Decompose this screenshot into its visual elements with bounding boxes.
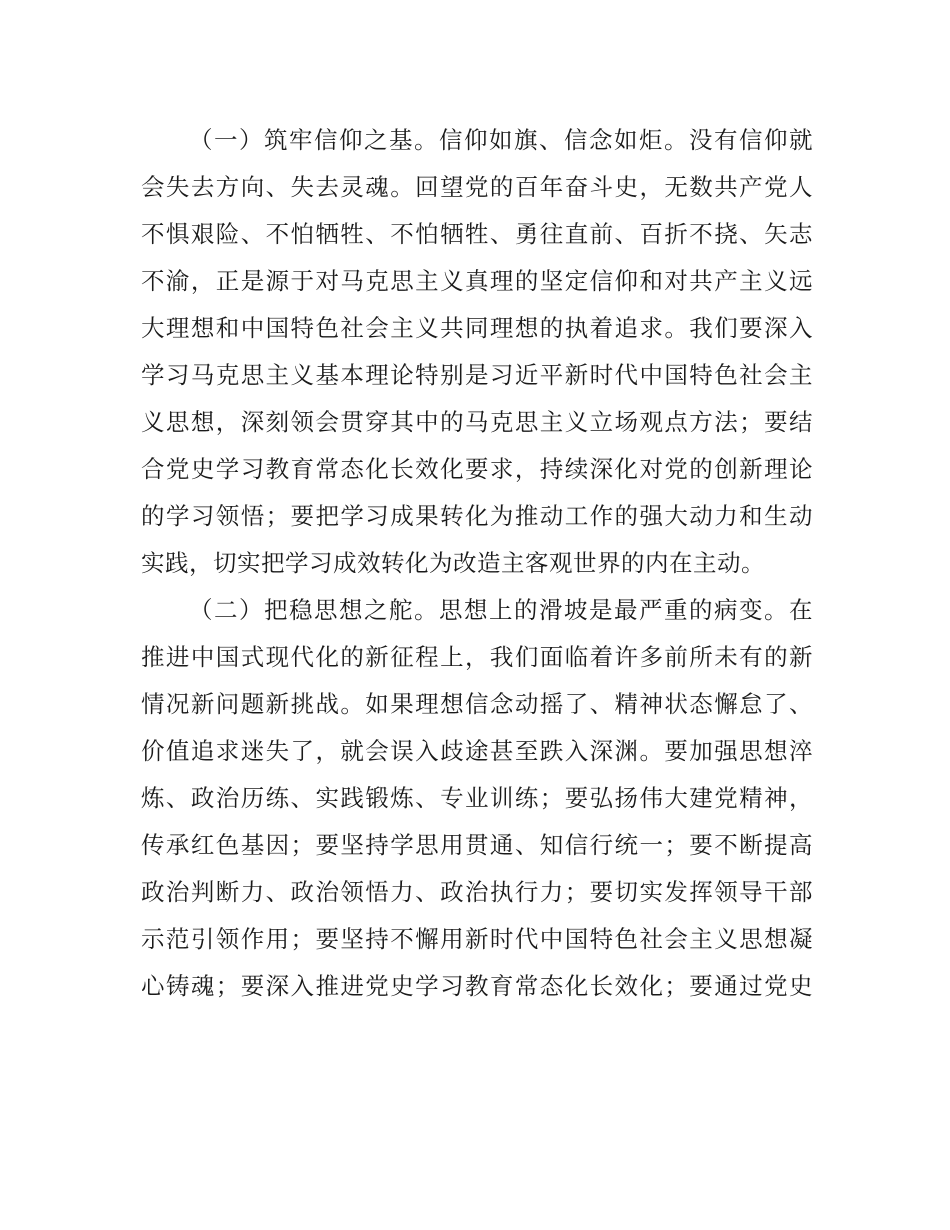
paragraph-1 <box>141 117 813 587</box>
paragraph-line: 合党史学习教育常态化长效化要求，持续深化对党的创新理论 <box>141 455 813 483</box>
paragraph-line: 的学习领悟；要把学习成果转化为推动工作的强大动力和生动 <box>141 502 813 530</box>
paragraph-line: 示范引领作用；要坚持不懈用新时代中国特色社会主义思想凝 <box>141 925 813 953</box>
paragraph-2 <box>141 587 813 1010</box>
paragraph-line: 不惧艰险、不怕牺牲、不怕牺牲、勇往直前、百折不挠、矢志 <box>141 220 813 248</box>
paragraph-line: 会失去方向、失去灵魂。回望党的百年奋斗史，无数共产党人 <box>141 173 813 201</box>
paragraph-line: 炼、政治历练、实践锻炼、专业训练；要弘扬伟大建党精神， <box>141 784 813 812</box>
paragraph-line: 义思想，深刻领会贯穿其中的马克思主义立场观点方法；要结 <box>141 408 813 436</box>
paragraph-line: 实践，切实把学习成效转化为改造主客观世界的内在主动。 <box>141 549 765 577</box>
paragraph-line: （一）筑牢信仰之基。信仰如旗、信念如炬。没有信仰就 <box>189 126 813 154</box>
paragraph-line: （二）把稳思想之舵。思想上的滑坡是最严重的病变。在 <box>189 596 813 624</box>
paragraph-line: 政治判断力、政治领悟力、政治执行力；要切实发挥领导干部 <box>141 878 813 906</box>
paragraph-line: 学习马克思主义基本理论特别是习近平新时代中国特色社会主 <box>141 361 813 389</box>
paragraph-line: 大理想和中国特色社会主义共同理想的执着追求。我们要深入 <box>141 314 813 342</box>
paragraph-line: 心铸魂；要深入推进党史学习教育常态化长效化；要通过党史 <box>141 972 813 1000</box>
paragraph-line: 推进中国式现代化的新征程上，我们面临着许多前所未有的新 <box>141 643 813 671</box>
paragraph-line: 不渝，正是源于对马克思主义真理的坚定信仰和对共产主义远 <box>141 267 813 295</box>
document-body <box>141 117 813 1010</box>
paragraph-line: 情况新问题新挑战。如果理想信念动摇了、精神状态懈怠了、 <box>141 690 813 718</box>
paragraph-line: 价值追求迷失了，就会误入歧途甚至跌入深渊。要加强思想淬 <box>141 737 813 765</box>
paragraph-line: 传承红色基因；要坚持学思用贯通、知信行统一；要不断提高 <box>141 831 813 859</box>
